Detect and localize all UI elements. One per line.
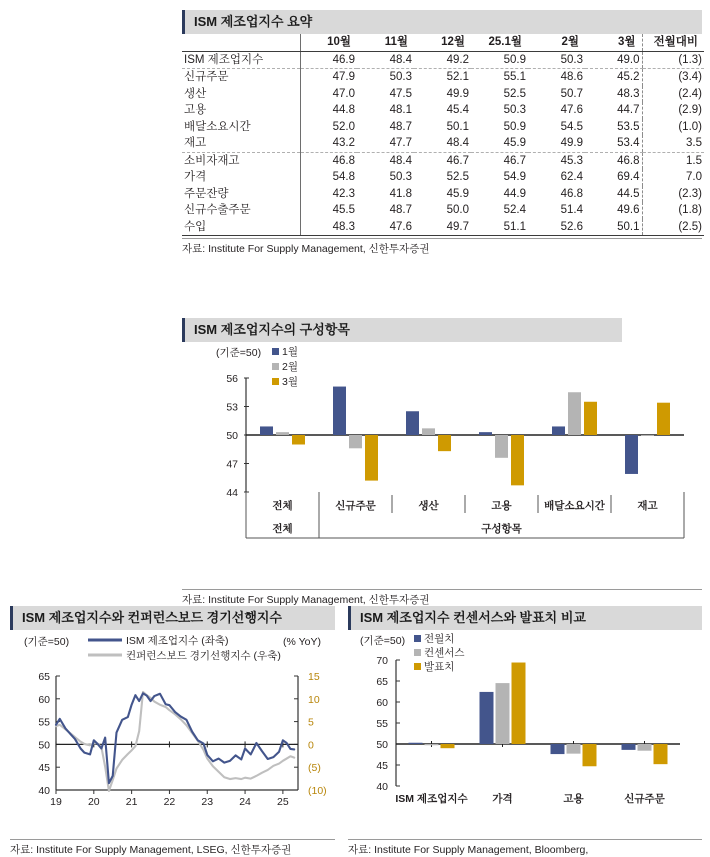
components-chart-panel [182, 318, 702, 607]
y-tick-label: 55 [376, 718, 388, 730]
row-value: 62.4 [560, 171, 583, 183]
bar-발표치-신규주문 [654, 744, 668, 764]
cat-label-전체: 전체 [272, 500, 293, 512]
legend-swatch-0 [414, 635, 421, 642]
row-value: (1.0) [642, 119, 704, 136]
unit-note: (기준=50) [216, 347, 262, 359]
row-value: 50.3 [503, 104, 526, 116]
consensus-chart-panel [348, 606, 702, 857]
cat-label-고용: 고용 [491, 500, 512, 512]
summary-table-panel [182, 10, 702, 256]
row-value: 50.3 [528, 51, 585, 69]
cat-label-배달소요시간: 배달소요시간 [544, 500, 605, 512]
th-nov: 11월 [357, 34, 414, 51]
bar-1월-재고 [625, 435, 638, 474]
unit-note-right: (% YoY) [283, 636, 321, 648]
unit-note: (기준=50) [360, 635, 406, 647]
row-label: 신규수출주문 [184, 204, 251, 216]
bar-1월-배달소요시간 [552, 426, 565, 435]
legend-label-1: 컨퍼런스보드 경기선행지수 (우축) [126, 650, 281, 662]
x-tick-label-24: 24 [239, 796, 251, 808]
table-row [182, 135, 704, 152]
row-value: 41.8 [389, 187, 412, 200]
row-value: 50.9 [503, 120, 526, 133]
bar-전월치-ISM 제조업지수 [409, 743, 423, 744]
row-value: (3.4) [642, 69, 704, 86]
leading-index-source: 자료: Institute For Supply Management, LSEG, 신한투자증권 [10, 839, 335, 857]
bar-2월-생산 [422, 428, 435, 435]
row-label: 주문잔량 [184, 187, 229, 200]
bar-1월-생산 [406, 411, 419, 435]
bar-발표치-ISM 제조업지수 [441, 744, 455, 748]
y-left-tick-label: 45 [38, 762, 50, 775]
row-value: (2.9) [642, 102, 704, 119]
legend-label-1: 2월 [282, 361, 298, 373]
y-tick-label: 53 [226, 401, 238, 414]
row-value: 47.7 [357, 135, 414, 152]
row-value: 49.9 [446, 87, 469, 100]
table-row [182, 202, 704, 219]
row-value: 47.0 [300, 86, 357, 103]
row-value: 47.5 [389, 87, 412, 100]
row-label: ISM 제조업지수 [182, 51, 300, 69]
row-value: 52.1 [446, 71, 469, 83]
legend-label-1: 컨센서스 [424, 647, 465, 659]
y-tick-label: 47 [226, 458, 238, 471]
bar-컨센서스-고용 [567, 744, 581, 754]
row-value: 1.5 [642, 152, 704, 169]
row-value: 45.4 [446, 104, 469, 116]
components-chart-svg [182, 342, 702, 582]
row-value: 54.5 [560, 120, 583, 133]
row-value: 48.7 [389, 120, 412, 133]
row-value: 48.3 [300, 219, 357, 236]
legend-swatch-1 [414, 649, 421, 656]
row-label: 가격 [184, 171, 207, 183]
bar-2월-고용 [495, 435, 508, 458]
cat-label-신규주문: 신규주문 [335, 500, 376, 512]
table-row [182, 152, 704, 169]
row-value: 45.5 [300, 202, 357, 219]
row-value: 45.2 [617, 71, 640, 83]
legend-swatch-1 [272, 363, 279, 370]
row-value: 46.8 [300, 152, 357, 169]
th-mom: 전월대비 [642, 34, 704, 51]
bar-3월-재고 [657, 403, 670, 435]
row-value: 48.3 [617, 87, 640, 100]
row-value: 50.7 [560, 87, 583, 100]
x-tick-label-20: 20 [87, 796, 100, 808]
y-right-tick-label: (10) [308, 785, 327, 797]
legend-label-0: ISM 제조업지수 (좌축) [126, 635, 229, 647]
row-value: (2.5) [642, 219, 704, 236]
row-value: 49.6 [617, 204, 640, 216]
cat-label-신규주문: 신규주문 [624, 793, 665, 805]
summary-table [182, 34, 704, 236]
x-tick-label-22: 22 [163, 796, 176, 808]
leading-index-chart-title: ISM 제조업지수와 컨퍼런스보드 경기선행지수 [10, 606, 335, 630]
row-value: 49.9 [528, 135, 585, 152]
table-row [182, 186, 704, 203]
row-value: 42.3 [300, 186, 357, 203]
row-label: 생산 [184, 87, 207, 100]
row-value: 47.6 [560, 104, 583, 116]
legend-label-2: 발표치 [424, 661, 455, 673]
leading-index-chart-svg [10, 630, 335, 832]
bar-전월치-신규주문 [622, 744, 636, 750]
row-value: 3.5 [642, 135, 704, 152]
bar-2월-재고 [641, 435, 654, 436]
row-value: 50.3 [389, 171, 412, 183]
row-value: 48.1 [389, 104, 412, 116]
row-value: 44.5 [617, 187, 640, 200]
table-row [182, 86, 704, 103]
table-row [182, 169, 704, 186]
y-tick-label: 65 [376, 676, 388, 688]
series-line-컨퍼런스보드 경기선행지수 (우축) [56, 692, 294, 791]
th-jan: 25.1월 [471, 34, 528, 51]
row-value: 43.2 [300, 135, 357, 152]
row-value: 48.7 [389, 204, 412, 216]
row-label: 재고 [182, 135, 300, 152]
row-value: 49.0 [585, 51, 642, 69]
row-label: 신규주문 [184, 71, 229, 83]
cat-label-가격: 가격 [492, 793, 513, 805]
row-value: 47.6 [357, 219, 414, 236]
components-chart-title: ISM 제조업지수의 구성항목 [182, 318, 622, 342]
bar-2월-신규주문 [349, 435, 362, 448]
y-tick-label: 60 [376, 697, 388, 709]
table-row [182, 69, 704, 86]
y-left-tick-label: 40 [38, 785, 50, 797]
table-body [182, 51, 704, 236]
legend-label-2: 3월 [282, 376, 298, 388]
row-value: 51.1 [471, 219, 528, 236]
y-left-tick-label: 50 [38, 739, 50, 752]
consensus-chart-svg [348, 630, 702, 832]
bar-3월-전체 [292, 435, 305, 445]
row-label: 고용 [184, 104, 207, 116]
row-value: 48.6 [560, 71, 583, 83]
bar-1월-고용 [479, 432, 492, 435]
row-value: 7.0 [642, 169, 704, 186]
y-left-tick-label: 55 [38, 716, 50, 729]
y-right-tick-label: 15 [308, 671, 320, 683]
row-value: 47.9 [300, 69, 357, 86]
row-value: 46.9 [300, 51, 357, 69]
bar-3월-생산 [438, 435, 451, 451]
bar-발표치-가격 [512, 663, 526, 744]
y-tick-label: 56 [226, 373, 238, 385]
bar-3월-배달소요시간 [584, 402, 597, 435]
bar-2월-전체 [276, 432, 289, 435]
y-tick-label: 44 [226, 487, 238, 499]
y-left-tick-label: 60 [38, 693, 50, 706]
summary-title: ISM 제조업지수 요약 [182, 10, 702, 34]
th-mar: 3월 [585, 34, 642, 51]
row-value: 52.5 [446, 171, 469, 183]
row-value: 54.9 [503, 171, 526, 183]
legend-swatch-2 [414, 663, 421, 670]
row-value: 46.7 [503, 154, 526, 167]
row-value: 69.4 [617, 171, 640, 183]
row-value: 44.9 [503, 187, 526, 200]
y-right-tick-label: 0 [308, 739, 314, 752]
row-value: 52.4 [503, 204, 526, 216]
row-value: 46.8 [617, 154, 640, 167]
row-value: (1.8) [642, 202, 704, 219]
row-value: 52.6 [528, 219, 585, 236]
th-dec: 12월 [414, 34, 471, 51]
row-value: 48.4 [389, 154, 412, 167]
y-right-tick-label: 5 [308, 716, 314, 729]
row-value: 50.9 [471, 51, 528, 69]
table-row [182, 102, 704, 119]
bar-3월-고용 [511, 435, 524, 485]
group-label-1: 구성항목 [481, 523, 522, 535]
y-right-tick-label: 10 [308, 693, 320, 706]
row-value: 45.3 [560, 154, 583, 167]
y-left-tick-label: 65 [38, 671, 50, 683]
row-value: 45.9 [471, 135, 528, 152]
row-value: 50.1 [446, 120, 469, 133]
y-tick-label: 50 [376, 739, 388, 751]
bar-1월-전체 [260, 426, 273, 435]
table-row [182, 51, 704, 69]
row-value: 48.4 [357, 51, 414, 69]
row-value: 49.7 [414, 219, 471, 236]
th-feb: 2월 [528, 34, 585, 51]
x-tick-label-21: 21 [125, 796, 138, 808]
legend-label-0: 전월치 [424, 633, 455, 645]
row-value: 53.5 [617, 120, 640, 133]
row-label: 수입 [182, 219, 300, 236]
series-line-ISM 제조업지수 (좌축) [56, 693, 294, 783]
row-label: 소비자재고 [184, 154, 240, 167]
consensus-chart-title: ISM 제조업지수 컨센서스와 발표치 비교 [348, 606, 702, 630]
row-value: 46.8 [560, 187, 583, 200]
row-value: 55.1 [503, 71, 526, 83]
th-oct: 10월 [300, 34, 357, 51]
row-value: (2.4) [642, 86, 704, 103]
cat-label-생산: 생산 [418, 500, 439, 512]
table-row [182, 119, 704, 136]
legend-swatch-2 [272, 378, 279, 385]
row-value: 44.7 [617, 104, 640, 116]
row-value: 44.8 [300, 102, 357, 119]
unit-note-left: (기준=50) [24, 636, 70, 648]
legend-label-0: 1월 [282, 346, 298, 358]
cat-label-ISM 제조업지수: ISM 제조업지수 [395, 793, 468, 805]
cat-label-고용: 고용 [563, 793, 584, 805]
bar-컨센서스-ISM 제조업지수 [425, 744, 439, 745]
row-value: (2.3) [642, 186, 704, 203]
x-tick-label-25: 25 [277, 796, 289, 808]
row-label: 배달소요시간 [184, 120, 251, 133]
cat-label-재고: 재고 [637, 500, 658, 512]
bar-1월-신규주문 [333, 387, 346, 435]
row-value: 50.0 [446, 204, 469, 216]
table-header-row [182, 34, 704, 51]
components-source: 자료: Institute For Supply Management, 신한투자증권 [182, 589, 702, 607]
row-value: 52.0 [300, 119, 357, 136]
th-label [182, 34, 300, 51]
legend-swatch-0 [272, 348, 279, 355]
row-value: 52.5 [503, 87, 526, 100]
y-right-tick-label: (5) [308, 762, 321, 775]
row-value: 50.3 [389, 71, 412, 83]
table-row [182, 219, 704, 236]
bar-컨센서스-가격 [496, 683, 510, 744]
x-tick-label-23: 23 [201, 796, 214, 808]
summary-source: 자료: Institute For Supply Management, 신한투자증권 [182, 238, 702, 256]
row-value: 46.7 [446, 154, 469, 167]
row-value: 49.2 [414, 51, 471, 69]
consensus-source: 자료: Institute For Supply Management, Bloomberg, [348, 839, 702, 857]
bar-3월-신규주문 [365, 435, 378, 481]
bar-전월치-가격 [480, 692, 494, 744]
y-tick-label: 50 [226, 430, 238, 442]
row-value: 53.4 [585, 135, 642, 152]
y-tick-label: 45 [376, 760, 388, 772]
row-value: 54.8 [300, 169, 357, 186]
row-value: 48.4 [414, 135, 471, 152]
y-tick-label: 40 [376, 781, 388, 793]
row-value: 45.9 [446, 187, 469, 200]
row-value: (1.3) [642, 51, 704, 69]
bar-컨센서스-신규주문 [638, 744, 652, 751]
leading-index-chart-panel [10, 606, 335, 857]
bar-2월-배달소요시간 [568, 392, 581, 435]
y-tick-label: 70 [376, 655, 388, 667]
group-label-0: 전체 [272, 523, 293, 535]
bar-전월치-고용 [551, 744, 565, 754]
x-tick-label-19: 19 [50, 796, 62, 808]
bar-발표치-고용 [583, 744, 597, 766]
row-value: 50.1 [585, 219, 642, 236]
row-value: 51.4 [560, 204, 583, 216]
